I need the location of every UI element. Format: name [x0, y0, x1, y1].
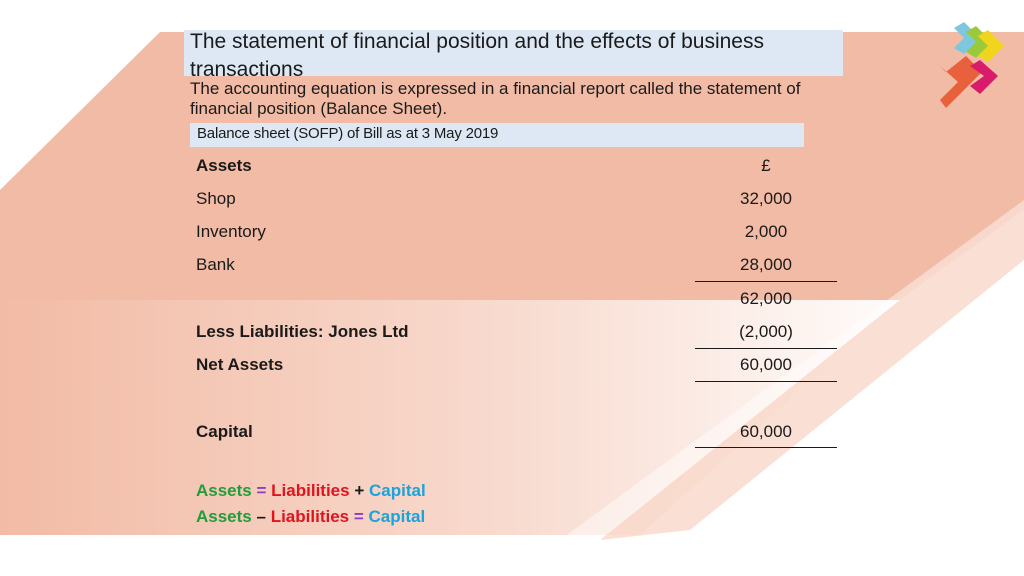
liabilities-value: (2,000): [739, 322, 793, 341]
net-assets-label: Net Assets: [196, 355, 284, 374]
net-assets-value: 60,000: [740, 355, 792, 374]
net-assets-bottom-rule: [695, 381, 837, 382]
asset-label: Shop: [196, 189, 236, 208]
asset-value: 2,000: [744, 222, 788, 241]
intro-text: The accounting equation is expressed in a financial report called the statement of financial position (Balance Sheet).: [190, 79, 801, 118]
eq-operator: =: [256, 481, 267, 500]
eq-liabilities: Liabilities: [271, 481, 350, 500]
asset-label: Bank: [196, 255, 235, 274]
assets-label: Assets: [196, 156, 252, 175]
subtotal-rule: [695, 281, 837, 282]
eq-operator: =: [353, 507, 364, 526]
net-assets-row: [196, 352, 806, 378]
net-assets-rule: [695, 348, 837, 349]
assets-header-row: [196, 153, 806, 179]
asset-value: 28,000: [740, 255, 792, 274]
asset-label: Inventory: [196, 222, 266, 241]
sheet-heading: Balance sheet (SOFP) of Bill as at 3 May 2019: [197, 125, 499, 142]
capital-value: 60,000: [740, 422, 792, 441]
slide-title: The statement of financial position and the effects of business transactions: [190, 30, 764, 81]
asset-row-bank: [196, 252, 806, 278]
eq-capital: Capital: [369, 481, 426, 500]
liabilities-label: Less Liabilities: Jones Ltd: [196, 322, 409, 341]
chevron-stack-logo: [940, 22, 1010, 114]
total-assets-value: 62,000: [740, 289, 792, 308]
eq-assets: Assets: [196, 481, 252, 500]
asset-row-inventory: [196, 219, 806, 245]
currency-symbol: £: [761, 156, 771, 175]
asset-row-shop: [196, 186, 806, 212]
asset-value: 32,000: [740, 189, 792, 208]
eq-operator: +: [354, 481, 365, 500]
capital-label: Capital: [196, 422, 253, 441]
equation-line-1: [196, 480, 426, 502]
liabilities-row: [196, 319, 806, 345]
capital-rule: [695, 447, 837, 448]
capital-row: [196, 419, 806, 445]
eq-liabilities: Liabilities: [270, 507, 350, 526]
eq-assets: Assets: [196, 507, 252, 526]
equation-line-2: [196, 506, 425, 528]
eq-operator: –: [256, 507, 266, 526]
total-assets-row: [196, 286, 806, 312]
eq-capital: Capital: [368, 507, 426, 526]
